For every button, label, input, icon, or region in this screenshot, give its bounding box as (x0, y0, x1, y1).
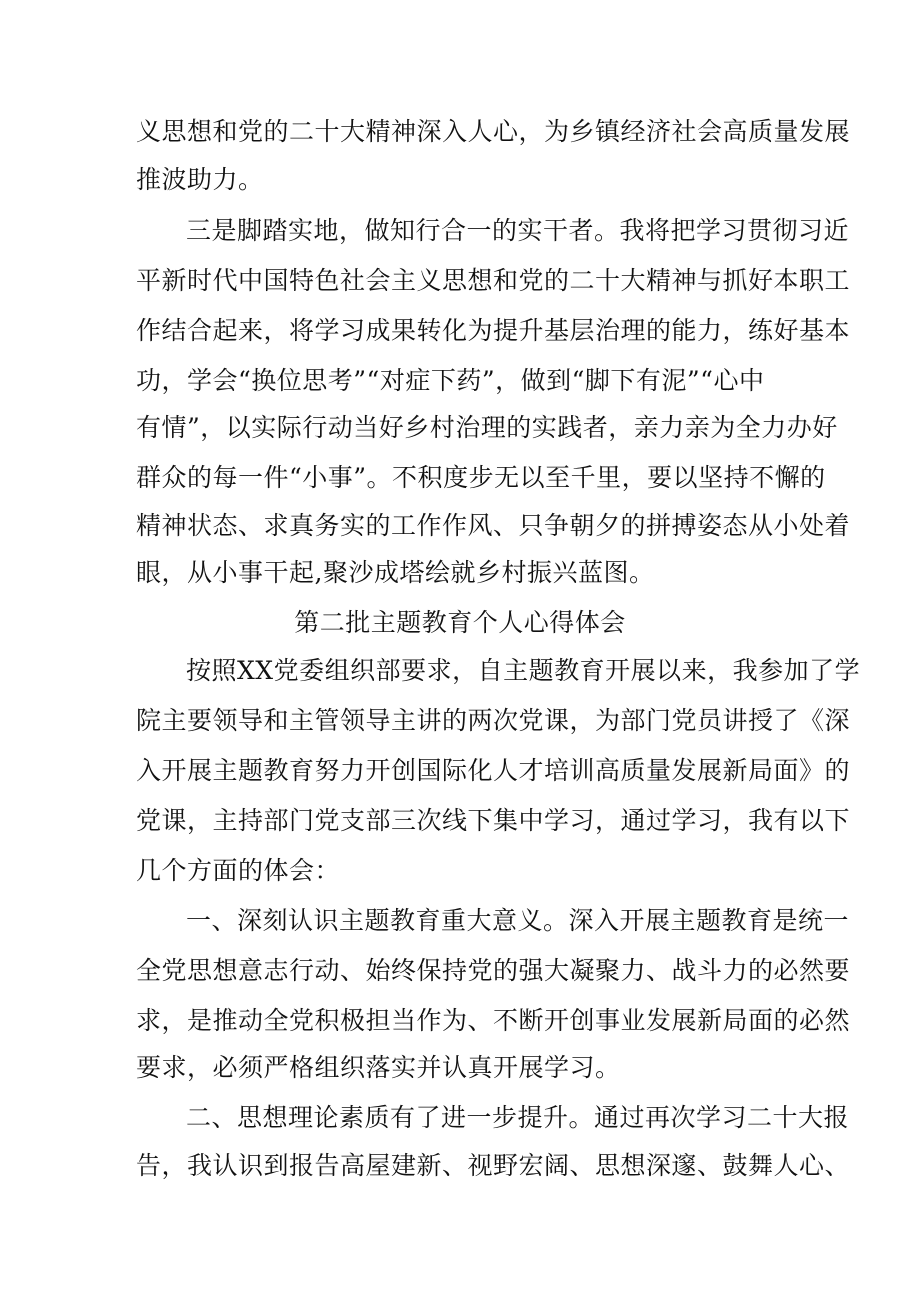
point-one-line-2: 全党思想意志行动、始终保持党的强大凝聚力、战斗力的必然要 (136, 956, 851, 985)
paragraph-three-line-3: 作结合起来，将学习成果转化为提升基层治理的能力，练好基本 (136, 316, 851, 345)
paragraph-three-line-4: 功，学会“换位思考”“对症下药”，做到“脚下有泥”“心中 (136, 366, 765, 395)
continuation-line-1: 义思想和党的二十大精神深入人心，为乡镇经济社会高质量发展 (136, 117, 851, 146)
point-one-line-1: 一、深刻认识主题教育重大意义。深入开展主题教育是统一 (186, 906, 850, 935)
paragraph-three-line-6: 群众的每一件“小事”。不积度步无以至千里，要以坚持不懈的 (136, 463, 826, 492)
paragraph-three-line-5: 有情”，以实际行动当好乡村治理的实践者，亲力亲为全力办好 (136, 413, 838, 442)
point-one-line-3: 求，是推动全党积极担当作为、不断开创事业发展新局面的必然 (136, 1006, 851, 1035)
section-title: 第二批主题教育个人心得体会 (294, 608, 626, 637)
intro-line-4: 党课，主持部门党支部三次线下集中学习，通过学习，我有以下 (136, 806, 851, 835)
paragraph-three-line-2: 平新时代中国特色社会主义思想和党的二十大精神与抓好本职工 (136, 266, 851, 295)
continuation-line-2: 推波助力。 (136, 165, 264, 194)
intro-line-3: 入开展主题教育努力开创国际化人才培训高质量发展新局面》的 (136, 756, 851, 785)
intro-line-5: 几个方面的体会： (136, 856, 341, 885)
paragraph-three-line-1: 三是脚踏实地，做知行合一的实干者。我将把学习贯彻习近 (186, 216, 850, 245)
point-one-line-4: 要求，必须严格组织落实并认真开展学习。 (136, 1053, 621, 1082)
intro-line-1: 按照XX党委组织部要求，自主题教育开展以来，我参加了学 (186, 656, 861, 685)
intro-line-2: 院主要领导和主管领导主讲的两次党课，为部门党员讲授了《深 (136, 706, 851, 735)
point-two-line-2: 告，我认识到报告高屋建新、视野宏阔、思想深邃、鼓舞人心、 (136, 1151, 851, 1180)
paragraph-three-line-8: 眼，从小事干起,聚沙成塔绘就乡村振兴蓝图。 (136, 558, 655, 587)
point-two-line-1: 二、思想理论素质有了进一步提升。通过再次学习二十大报 (186, 1103, 850, 1132)
paragraph-three-line-7: 精神状态、求真务实的工作作风、只争朝夕的拼搏姿态从小处着 (136, 511, 851, 540)
